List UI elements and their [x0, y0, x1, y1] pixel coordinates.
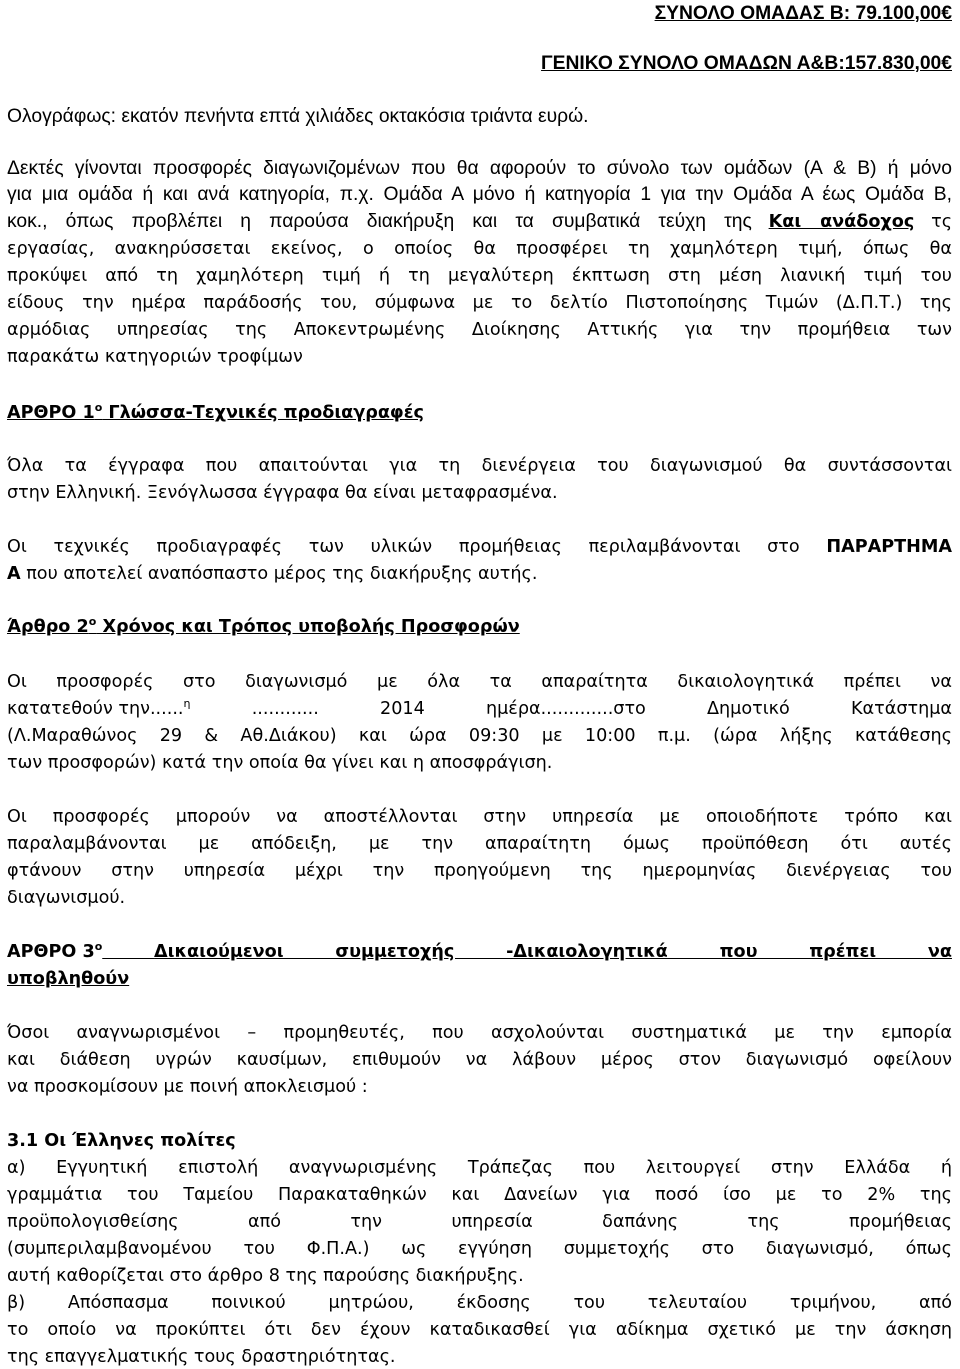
article-1-heading	[7, 401, 424, 425]
article-2-p2-line-1: Οι προσφορές μπορούν να αποστέλλονται στην υπηρεσία με οποιοδήποτε τρόπο και	[7, 807, 952, 827]
article-1-heading-title: Γλώσσα-Τεχνικές προδιαγραφές	[102, 403, 424, 423]
article-1-p2-line-1	[7, 535, 952, 559]
article-3-heading	[7, 940, 952, 964]
total-in-words: Ολογράφως: εκατόν πενήντα επτά χιλιάδες οκτακόσια τριάντα ευρώ.	[7, 106, 589, 127]
submission-place: ............ 2014 ημέρα.............στο Δημοτικό Κατάστημα	[251, 699, 953, 719]
item-b-line-2: το οποίο να προκύπτει ότι δεν έχουν καταδικασθεί για αδίκημα σχετικό με την άσκηση	[7, 1320, 952, 1340]
group-b-total: ΣΥΝΟΛΟ ΟΜΑΔΑΣ Β: 79.100,00€	[654, 3, 952, 24]
article-2-p1-line-1: Οι προσφορές στο διαγωνισμό με όλα τα απαραίτητα δικαιολογητικά πρέπει να	[7, 672, 952, 692]
offers-line-2: για μια ομάδα ή και ανά κατηγορία, π.χ. Ομάδα Α μόνο ή κατηγορία 1 για την Ομάδα Α έως Ομάδα Β,	[7, 184, 952, 205]
offers-line-1: Δεκτές γίνονται προσφορές διαγωνιζομένων που θα αφορούν το σύνολο των ομάδων (Α & Β) ή μόνο	[7, 158, 952, 179]
offers-line-3-end: τς	[931, 212, 953, 232]
article-2-heading	[7, 615, 520, 639]
article-1-p1-line-1: Όλα τα έγγραφα που απαιτούνται για τη διενέργεια του διαγωνισμού θα συντάσσονται	[7, 456, 952, 476]
article-2-p1-line-3: (Λ.Μαραθώνος 29 & Αθ.Διάκου) και ώρα 09:30 με 10:00 π.μ. (ώρα λήξης κατάθεσης	[7, 726, 952, 746]
offers-line-8: παρακάτω κατηγοριών τροφίμων	[7, 347, 303, 367]
item-a-line-2: γραμμάτια του Ταμείου Παρακαταθηκών και Δανείων για ποσό ίσο με το 2% της	[7, 1185, 952, 1205]
article-1-heading-sup: ο	[94, 401, 103, 415]
item-b-line-3: της επαγγελματικής τους δραστηριότητας.	[7, 1347, 396, 1367]
article-3-p1-line-2: και διάθεση υγρών καυσίμων, επιθυμούν να λάβουν μέρος στον διαγωνισμό οφείλουν	[7, 1050, 952, 1070]
greek-citizens-subheading: 3.1 Οι Έλληνες πολίτες	[7, 1131, 236, 1151]
article-3-p1-line-1: Όσοι αναγνωρισμένοι – προμηθευτές, που ασχολούνται συστηματικά με την εμπορία	[7, 1023, 952, 1043]
article-3-heading-sup: ο	[94, 940, 103, 954]
article-3-heading-title: Δικαιούμενοι συμμετοχής -Δικαιολογητικά που πρέπει να	[154, 942, 952, 962]
offers-line-4: εργασίας, ανακηρύσσεται εκείνος, ο οποίος θα προσφέρει τη χαμηλότερη τιμή, όπως θα	[7, 239, 952, 259]
article-2-heading-title: Χρόνος και Τρόπος υποβολής Προσφορών	[96, 617, 520, 637]
offers-line-3	[7, 210, 952, 235]
article-2-heading-sup: ο	[88, 615, 97, 629]
article-1-heading-num: ΑΡΘΡΟ 1	[7, 403, 95, 423]
offers-line-6: είδους την ημέρα παράδοσής του, σύμφωνα με το δελτίο Πιστοποίησης Τιμών (Δ.Π.Τ.) της	[7, 293, 952, 313]
article-1-p1-line-2: στην Ελληνική. Ξενόγλωσσα έγγραφα θα είναι μεταφρασμένα.	[7, 483, 558, 503]
article-2-heading-num: Άρθρο 2	[7, 617, 89, 637]
article-1-p2-line-2	[7, 562, 537, 586]
item-a-line-1: α) Εγγυητική επιστολή αναγνωρισμένης Τράπεζας που λειτουργεί στην Ελλάδα ή	[7, 1158, 952, 1178]
article-3-heading-num: ΑΡΘΡΟ 3	[7, 942, 95, 962]
submission-date-sup: η	[183, 697, 191, 711]
item-a-line-5: αυτή καθορίζεται στο άρθρο 8 της παρούσης διακήρυξης.	[7, 1266, 524, 1286]
item-a-line-3: προϋπολογισθείσης από την υπηρεσία δαπάνης της προμήθειας	[7, 1212, 952, 1232]
article-3-heading-line-2: υποβληθούν	[7, 969, 130, 989]
article-1-p2-line-2-text: που αποτελεί αναπόσπαστο μέρος της διακήρυξης αυτής.	[20, 564, 538, 584]
offers-line-5: προκύψει από τη χαμηλότερη τιμή ή τη μεγαλύτερη έκπτωση στη μέση λιανική τιμή του	[7, 266, 952, 286]
contractor-term: Και ανάδοχος	[768, 212, 915, 232]
article-2-p2-line-4: διαγωνισμού.	[7, 888, 126, 908]
submission-date-text: κατατεθούν την......	[7, 699, 184, 719]
article-1-p2-text: Οι τεχνικές προδιαγραφές των υλικών προμήθειας περιλαμβάνονται στο	[7, 537, 800, 557]
item-b-line-1: β) Απόσπασμα ποινικού μητρώου, έκδοσης του τελευταίου τριμήνου, από	[7, 1293, 952, 1313]
annex-label: ΠΑΡΑΡΤΗΜΑ	[826, 537, 952, 557]
annex-letter: Α	[7, 564, 21, 584]
article-2-p2-line-3: φτάνουν στην υπηρεσία μέχρι την προηγούμενη της ημερομηνίας διενέργειας του	[7, 861, 952, 881]
article-2-p1-line-2	[7, 697, 952, 721]
submission-date-label	[7, 697, 191, 721]
article-2-p1-line-4: των προσφορών) κατά την οποία θα γίνει και η αποσφράγιση.	[7, 753, 553, 773]
offers-line-7: αρμόδιας υπηρεσίας της Αποκεντρωμένης Διοίκησης Αττικής για την προμήθεια των	[7, 320, 952, 340]
item-a-line-4: (συμπεριλαμβανομένου του Φ.Π.Α.) ως εγγύηση συμμετοχής στο διαγωνισμό, όπως	[7, 1239, 952, 1259]
article-3-p1-line-3: να προσκομίσουν με ποινή αποκλεισμού :	[7, 1077, 368, 1097]
grand-total: ΓΕΝΙΚΟ ΣΥΝΟΛΟ ΟΜΑΔΩΝ Α&Β:157.830,00€	[541, 53, 952, 74]
article-2-p2-line-2: παραλαμβάνονται με απόδειξη, με την απαραίτητη όμως προϋπόθεση ότι αυτές	[7, 834, 952, 854]
offers-line-3-text: κοκ., όπως προβλέπει η παρούσα διακήρυξη και τα συμβατικά τεύχη της	[7, 211, 752, 232]
